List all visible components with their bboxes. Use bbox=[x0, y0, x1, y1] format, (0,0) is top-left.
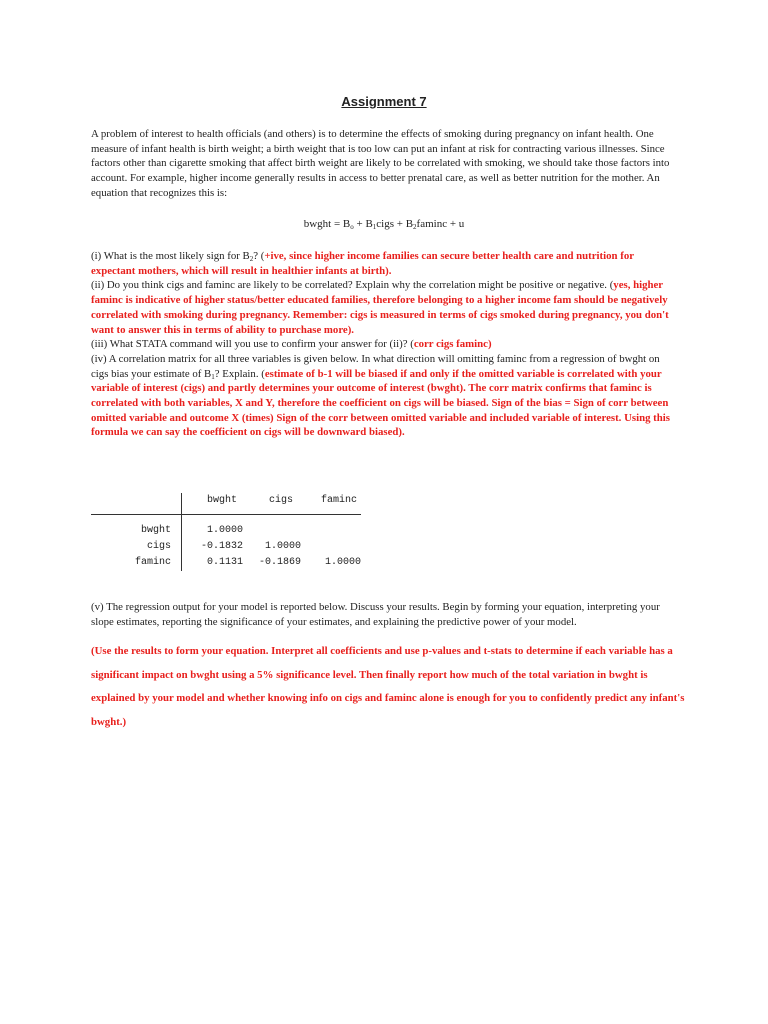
equation-sub-2: 2 bbox=[413, 223, 417, 231]
matrix-horizontal-rule bbox=[91, 514, 361, 515]
question-2-text: (ii) Do you think cigs and faminc are likely to be correlated? Explain why the correlation might be positive or negative. ( bbox=[91, 279, 614, 292]
question-4 bbox=[91, 352, 677, 440]
model-equation bbox=[0, 218, 768, 230]
question-3-text: (iii) What STATA command will you use to confirm your answer for (ii)? ( bbox=[91, 338, 414, 351]
equation-term-3: faminc + u bbox=[416, 218, 465, 230]
question-4-text-a: (iv) A correlation matrix for all three variables is given below. In what direction will omitting faminc from a regression of bwght on cigs bias your estimate of B bbox=[91, 352, 660, 380]
matrix-vertical-rule bbox=[181, 493, 182, 571]
question-3-answer: corr cigs faminc) bbox=[413, 338, 492, 351]
question-2-answer: yes, higher faminc is indicative of higher status/better educated families, therefore belonging to a higher income fam should be negatively correlated with smoking during pregnancy. Remember: cigs is measured in terms of cigs smoked during pregnancy, you don't want to answer this in terms of ability to purchase more). bbox=[91, 279, 669, 336]
equation-sub-0: o bbox=[350, 223, 354, 231]
page-title: Assignment 7 bbox=[341, 94, 427, 109]
question-1 bbox=[91, 249, 677, 278]
equation-sub-1: 1 bbox=[372, 223, 377, 231]
matrix-cell: 0.1131 bbox=[206, 557, 243, 568]
matrix-cell: -0.1869 bbox=[258, 557, 301, 568]
intro-paragraph: A problem of interest to health officials (and others) is to determine the effects of smoking during pregnancy on infant health. One measure of infant health is birth weight; a birth weight that is too low can put an infant at risk for contracting various illnesses. Since factors other than cigarette smoking that affect birth weight are likely to be correlated with smoking, we should take those factors into account. For example, higher income generally results in access to better prenatal care, as well as better nutrition for the mother. An equation that recognizes this is: bbox=[91, 128, 670, 199]
question-1-sub: 2 bbox=[249, 255, 254, 263]
correlation-matrix bbox=[91, 493, 371, 573]
matrix-header-cigs: cigs bbox=[269, 495, 294, 506]
question-3 bbox=[91, 337, 677, 352]
question-1-answer: +ive, since higher income families can secure better health care and nutrition for expectant mothers, which will result in healthier infants at birth). bbox=[91, 250, 634, 277]
question-1-text-a: (i) What is the most likely sign for B bbox=[91, 250, 250, 262]
question-1-text-b: ? ( bbox=[253, 250, 265, 262]
equation-term-1: + B bbox=[353, 218, 373, 230]
question-4-answer: estimate of b-1 will be biased if and only if the omitted variable is correlated with your variable of interest (cigs) and partly determines your outcome of interest (bwght). The corr matrix confirms that faminc is correlated with both variables, X and Y, therefore the coefficient on cigs will be biased. Sign of the bias = Sign of corr between omitted variable and outcome X (times) Sign of the corr between omitted variable and included variable of interest. Using this formula we can say the coefficient on cigs will be downward biased). bbox=[91, 367, 670, 439]
question-2 bbox=[91, 278, 677, 337]
questions-block bbox=[91, 249, 677, 440]
matrix-header-faminc: faminc bbox=[321, 495, 358, 506]
equation-term-2: cigs + B bbox=[376, 218, 414, 230]
question-5-text: (v) The regression output for your model is reported below. Discuss your results. Begin by forming your equation, interpreting your slope estimates, reporting the significance of your estimates, and explaining the predictive power of your model. bbox=[91, 601, 660, 628]
matrix-row-label-cigs: cigs bbox=[146, 541, 171, 552]
question-4-text-b: ? Explain. ( bbox=[214, 367, 265, 380]
matrix-cell: 1.0000 bbox=[206, 525, 243, 536]
matrix-cell: 1.0000 bbox=[264, 541, 301, 552]
matrix-row-label-faminc: faminc bbox=[134, 557, 171, 568]
matrix-cell: 1.0000 bbox=[324, 557, 361, 568]
matrix-header-bwght: bwght bbox=[207, 495, 238, 506]
equation-lhs: bwght = B bbox=[303, 218, 351, 230]
matrix-row-label-bwght: bwght bbox=[140, 525, 171, 536]
matrix-cell: -0.1832 bbox=[200, 541, 243, 552]
question-5-answer: (Use the results to form your equation. Interpret all coefficients and use p-values and t-stats to determine if each variable has a significant impact on bwght using a 5% significance level. Then finally report how much of the total variation in bwght is explained by your model and whether knowing info on cigs and faminc alone is enough for you to confidently predict any infant's bwght.) bbox=[91, 645, 685, 728]
question-4-sub: 1 bbox=[211, 372, 215, 381]
